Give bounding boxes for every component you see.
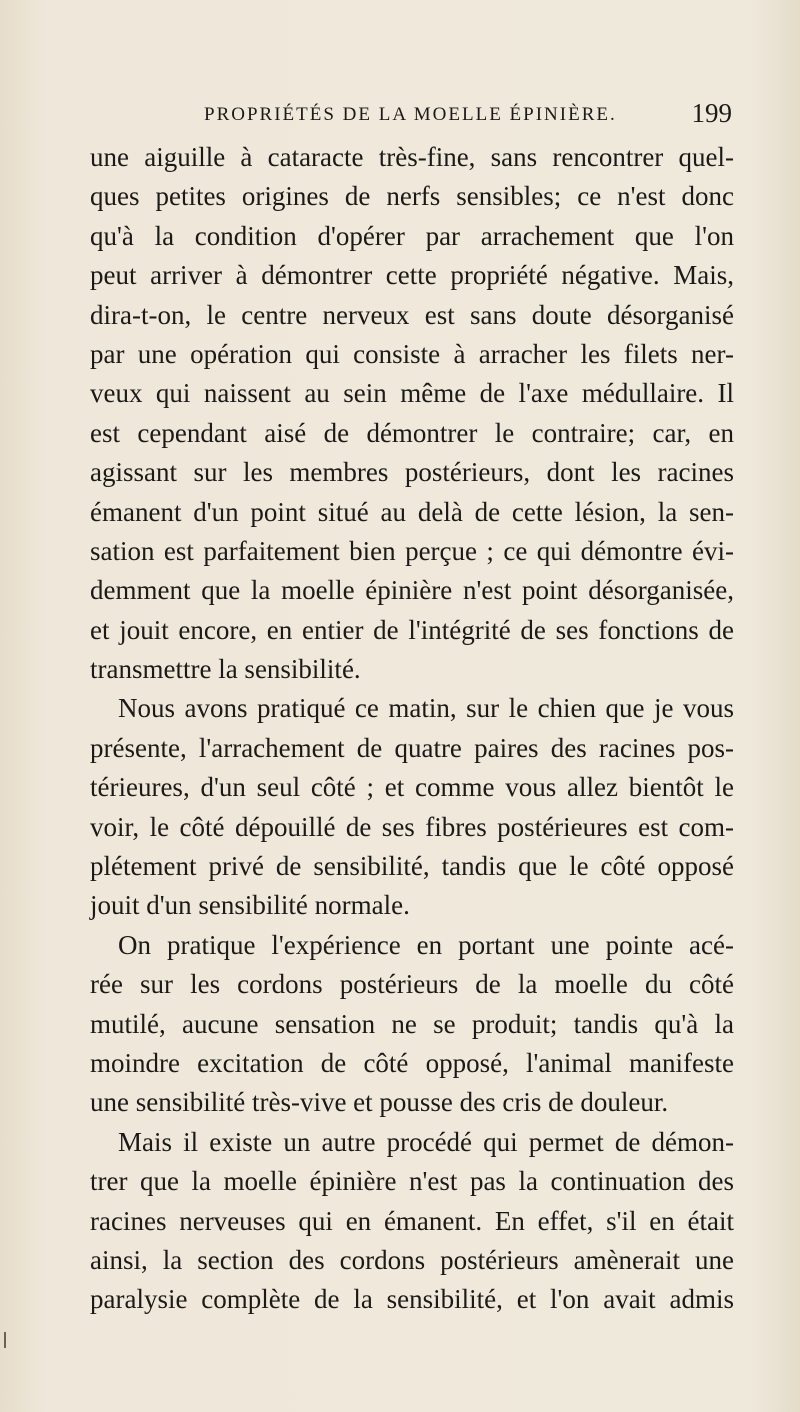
body-text xyxy=(90,138,734,1320)
text-line: sation est parfaitement bien perçue ; ce qui démontre évi- xyxy=(90,535,734,566)
text-line: ainsi, la section des cordons postérieurs amènerait une xyxy=(90,1244,734,1275)
text-line: veux qui naissent au sein même de l'axe médullaire. Il xyxy=(90,378,734,409)
text-line: transmettre la sensibilité. xyxy=(90,654,361,685)
text-line: émanent d'un point situé au delà de cette lésion, la sen- xyxy=(90,496,734,527)
running-title: PROPRIÉTÉS DE LA MOELLE ÉPINIÈRE. xyxy=(204,104,617,125)
running-head xyxy=(88,98,732,132)
text-line: demment que la moelle épinière n'est point désorganisée, xyxy=(90,575,734,606)
text-line: et jouit encore, en entier de l'intégrité de ses fonctions de xyxy=(90,614,734,645)
text-line: Mais il existe un autre procédé qui permet de démon- xyxy=(118,1126,734,1157)
text-line: agissant sur les membres postérieurs, dont les racines xyxy=(90,457,734,488)
text-line: jouit d'un sensibilité normale. xyxy=(90,890,410,921)
text-line: mutilé, aucune sensation ne se produit; tandis qu'à la xyxy=(90,1008,734,1039)
text-line: par une opération qui consiste à arracher les filets ner- xyxy=(90,338,734,369)
text-line: trer que la moelle épinière n'est pas la continuation des xyxy=(90,1166,734,1197)
text-line: racines nerveuses qui en émanent. En effet, s'il en était xyxy=(90,1205,734,1236)
text-line: présente, l'arrachement de quatre paires des racines pos- xyxy=(90,732,734,763)
text-line: qu'à la condition d'opérer par arrachement que l'on xyxy=(90,220,734,251)
text-line: est cependant aisé de démontrer le contraire; car, en xyxy=(90,417,734,448)
text-line: rée sur les cordons postérieurs de la moelle du côté xyxy=(90,969,734,1000)
text-line: voir, le côté dépouillé de ses fibres postérieures est com- xyxy=(90,811,734,842)
margin-mark xyxy=(4,1332,6,1348)
text-line: dira-t-on, le centre nerveux est sans doute désorganisé xyxy=(90,299,734,330)
text-line: une sensibilité très-vive et pousse des cris de douleur. xyxy=(90,1087,669,1118)
page-number: 199 xyxy=(691,98,732,128)
text-line: térieures, d'un seul côté ; et comme vous allez bientôt le xyxy=(90,772,734,803)
text-line: paralysie complète de la sensibilité, et l'on avait admis xyxy=(90,1284,734,1315)
text-line: peut arriver à démontrer cette propriété négative. Mais, xyxy=(90,260,734,291)
text-line: Nous avons pratiqué ce matin, sur le chien que je vous xyxy=(118,693,734,724)
text-line: On pratique l'expérience en portant une pointe acé- xyxy=(118,929,734,960)
text-line: plétement privé de sensibilité, tandis que le côté opposé xyxy=(90,851,734,882)
text-line: moindre excitation de côté opposé, l'animal manifeste xyxy=(90,1047,734,1078)
text-line: une aiguille à cataracte très-fine, sans rencontrer quel- xyxy=(90,142,734,172)
text-line: ques petites origines de nerfs sensibles; ce n'est donc xyxy=(90,181,734,212)
